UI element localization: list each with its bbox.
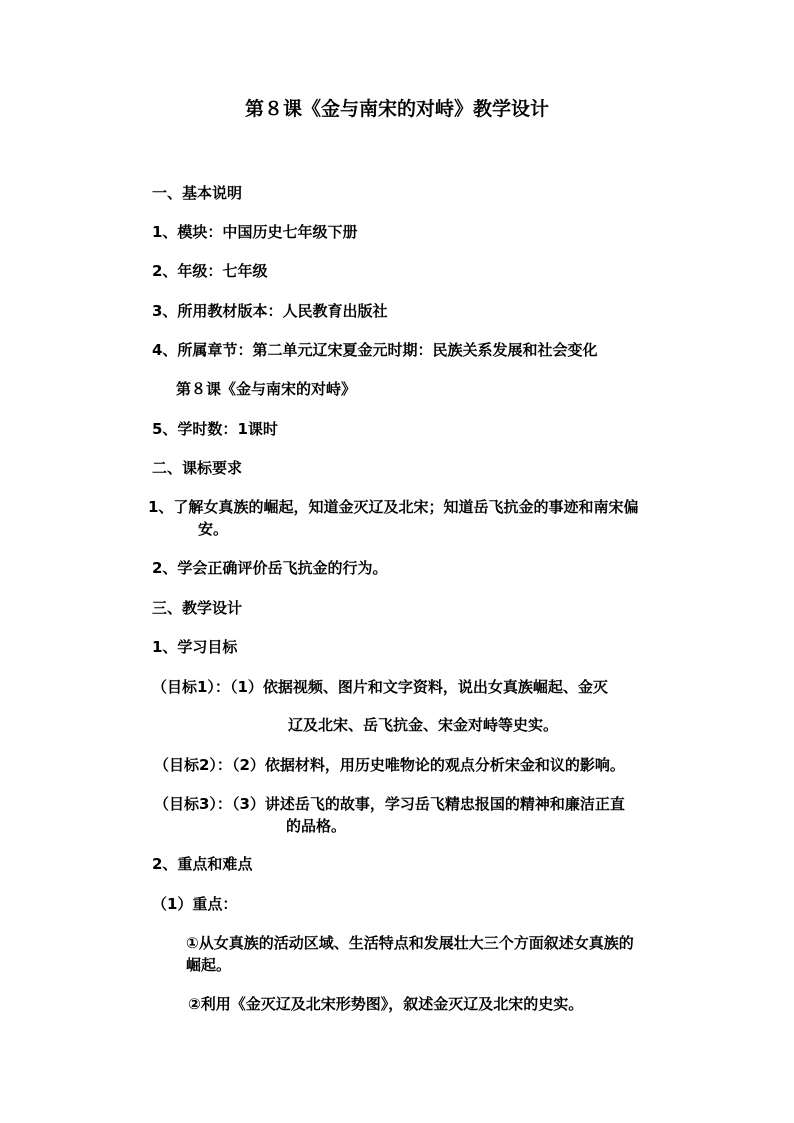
- focus-item-1-line-1: ①从女真族的活动区域、生活特点和发展壮大三个方面叙述女真族的: [186, 934, 634, 952]
- goal-3-line-1: （目标3）：（3）讲述岳飞的故事，学习岳飞精忠报国的精神和廉洁正直: [154, 795, 625, 813]
- goal-1-line-1: （目标1）：（1）依据视频、图片和文字资料，说出女真族崛起、金灭: [152, 678, 608, 696]
- requirement-2: 2、学会正确评价岳飞抗金的行为。: [152, 559, 388, 577]
- hours-line: 5、学时数：1课时: [152, 420, 278, 438]
- focus-item-1-line-2: 崛起。: [186, 956, 232, 974]
- requirement-1-line-2: 安。: [198, 520, 229, 538]
- section-teaching-design-heading: 三、教学设计: [152, 599, 243, 617]
- chapter-line: 4、所属章节：第二单元辽宋夏金元时期：民族关系发展和社会变化: [152, 341, 598, 359]
- section-basic-heading: 一、基本说明: [152, 184, 243, 202]
- goal-3-line-2: 的品格。: [286, 817, 347, 835]
- focus-heading: （1）重点：: [152, 895, 238, 913]
- focus-item-2: ②利用《金灭辽及北宋形势图》，叙述金灭辽及北宋的史实。: [188, 995, 584, 1013]
- requirement-1-line-1: 1、了解女真族的崛起，知道金灭辽及北宋；知道岳飞抗金的事迹和南宋偏: [148, 498, 639, 516]
- lesson-line: 第８课《金与南宋的对峙》: [176, 380, 357, 398]
- grade-line: 2、年级：七年级: [152, 262, 268, 280]
- goal-2: （目标2）：（2）依据材料，用历史唯物论的观点分析宋金和议的影响。: [154, 756, 625, 774]
- section-standards-heading: 二、课标要求: [152, 459, 243, 477]
- page-title: 第８课《金与南宋的对峙》教学设计: [244, 98, 549, 120]
- textbook-line: 3、所用教材版本：人民教育出版社: [152, 302, 388, 320]
- module-line: 1、模块：中国历史七年级下册: [152, 223, 358, 241]
- keypoints-heading: 2、重点和难点: [152, 855, 253, 873]
- objectives-heading: 1、学习目标: [152, 638, 238, 656]
- goal-1-line-2: 辽及北宋、岳飞抗金、宋金对峙等史实。: [288, 716, 559, 734]
